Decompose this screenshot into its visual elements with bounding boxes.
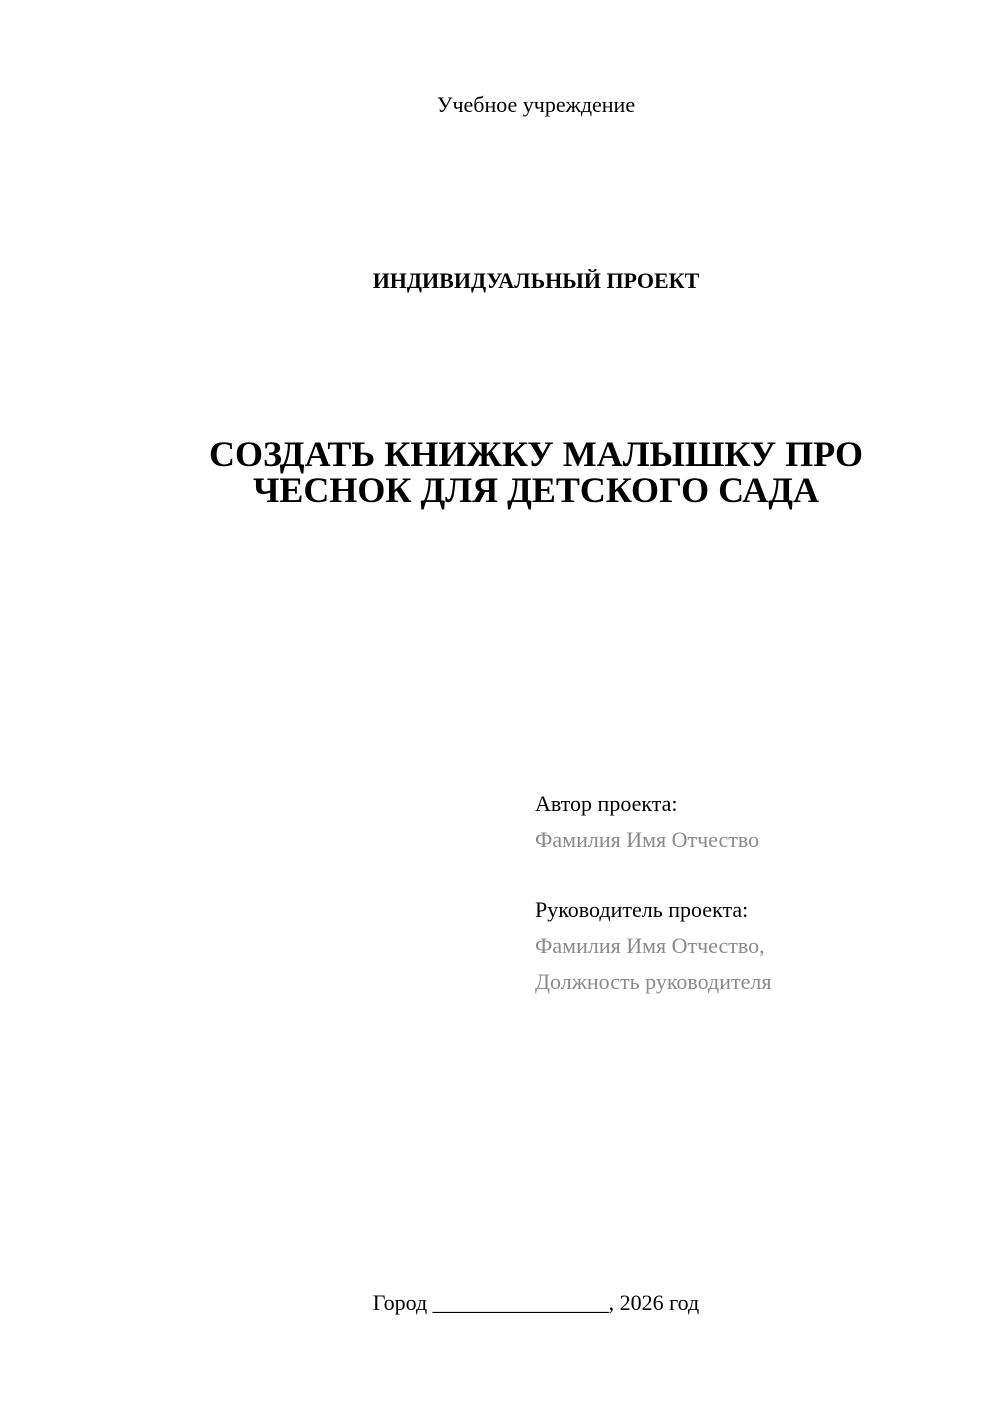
author-label: Автор проекта: [535, 791, 678, 816]
institution-name: Учебное учреждение [436, 92, 636, 117]
author-block [535, 786, 759, 858]
city-year-footer: Город ________________, 2026 год [372, 1290, 700, 1315]
document-type: ИНДИВИДУАЛЬНЫЙ ПРОЕКТ [372, 268, 700, 293]
supervisor-label: Руководитель проекта: [535, 897, 749, 922]
supervisor-position: Должность руководителя [535, 969, 772, 994]
supervisor-name: Фамилия Имя Отчество, [535, 933, 765, 958]
project-title-line-1: СОЗДАТЬ КНИЖКУ МАЛЫШКУ ПРО [209, 434, 863, 474]
project-title [150, 436, 922, 508]
supervisor-block [535, 892, 771, 1000]
project-title-line-2: ЧЕСНОК ДЛЯ ДЕТСКОГО САДА [252, 470, 820, 510]
author-name: Фамилия Имя Отчество [535, 827, 760, 852]
